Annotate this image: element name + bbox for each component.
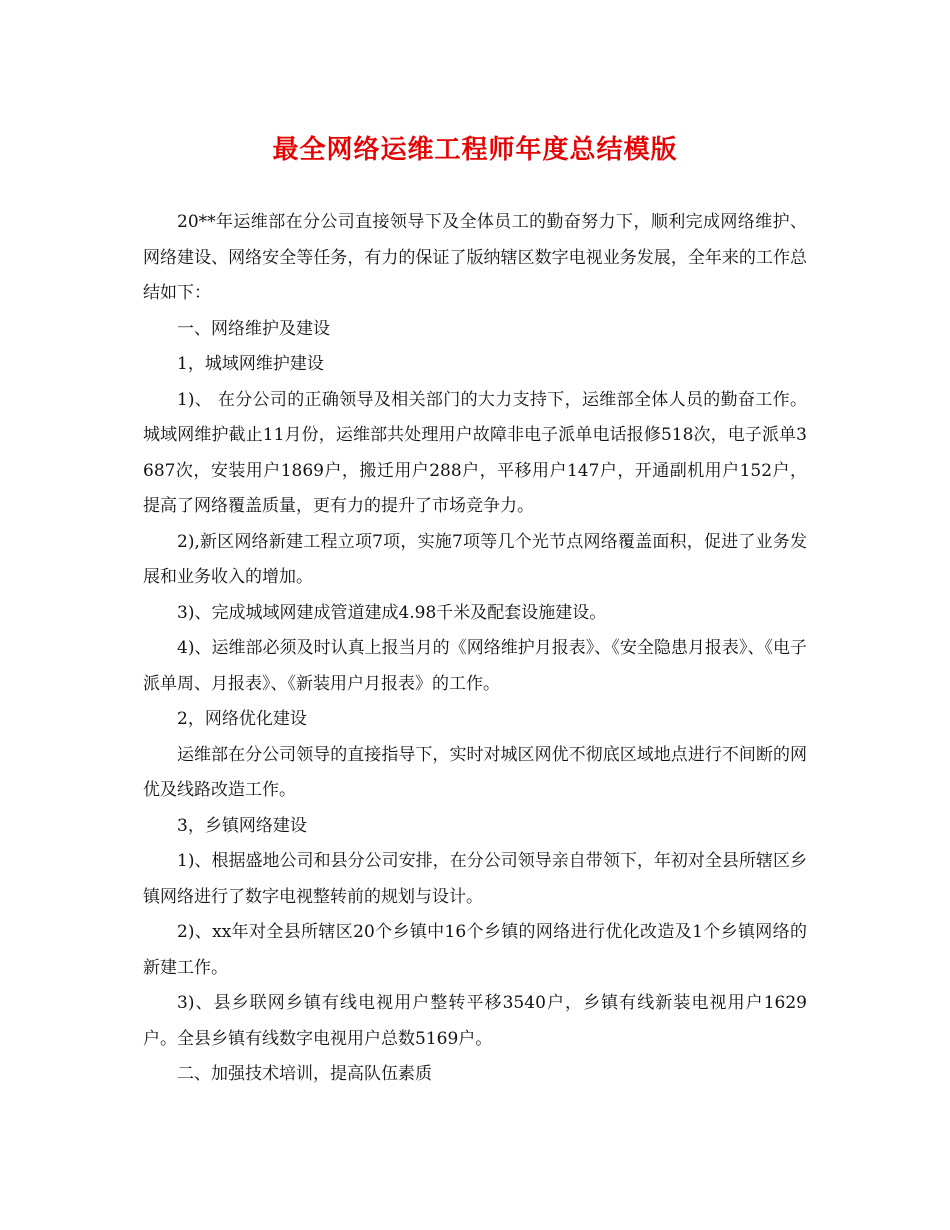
paragraph-metro-item-3: 3)、完成城域网建成管道建成4.98千米及配套设施建设。 — [177, 602, 607, 623]
paragraph-township-item-3: 3)、县乡联网乡镇有线电视用户整转平移3540户，乡镇有线新装电视用户1629户。全县乡镇有线数字电视用户总数5169户。 — [143, 993, 807, 1049]
paragraph-metro-item-2: 2),新区网络新建工程立项7项，实施7项等几个光节点网络覆盖面积，促进了业务发展和业务收入的增加。 — [143, 531, 807, 587]
document-body — [143, 205, 807, 1093]
paragraph-optimization: 运维部在分公司领导的直接指导下，实时对城区网优不彻底区域地点进行不间断的网优及线路改造工作。 — [143, 744, 807, 800]
section-heading-technical-training: 二、加强技术培训，提高队伍素质 — [177, 1064, 432, 1084]
paragraph-township-item-1: 1)、根据盛地公司和县分公司安排，在分公司领导亲自带领下，年初对全县所辖区乡镇网络进行了数字电视整转前的规划与设计。 — [143, 851, 807, 907]
subsection-heading-metro-network: 1，城域网维护建设 — [177, 354, 324, 374]
paragraph-metro-item-4: 4)、运维部必须及时认真上报当月的《网络维护月报表》、《安全隐患月报表》、《电子派单周、月报表》、《新装用户月报表》的工作。 — [143, 638, 807, 694]
section-heading-network-maintenance: 一、网络维护及建设 — [177, 318, 330, 339]
subsection-heading-network-optimization: 2，网络优化建设 — [177, 709, 307, 729]
document-title: 最全网络运维工程师年度总结模版 — [272, 135, 678, 165]
intro-paragraph: 20**年运维部在分公司直接领导下及全体员工的勤奋努力下，顺利完成网络维护、网络建设、网络安全等任务，有力的保证了版纳辖区数字电视业务发展，全年来的工作总结如下： — [143, 212, 807, 303]
subsection-heading-township-network: 3，乡镇网络建设 — [177, 815, 307, 836]
paragraph-township-item-2: 2)、xx年对全县所辖区20个乡镇中16个乡镇的网络进行优化改造及1个乡镇网络的新建工作。 — [143, 922, 807, 978]
paragraph-metro-item-1: 1)、 在分公司的正确领导及相关部门的大力支持下，运维部全体人员的勤奋工作。城域网维护截止11月份，运维部共处理用户故障非电子派单电话报修518次，电子派单3687次，安装用户1869户，搬迁用户288户，平移用户147户，开通副机用户152户，提高了网络覆盖质量，更有力的提升了市场竞争力。 — [143, 389, 807, 516]
